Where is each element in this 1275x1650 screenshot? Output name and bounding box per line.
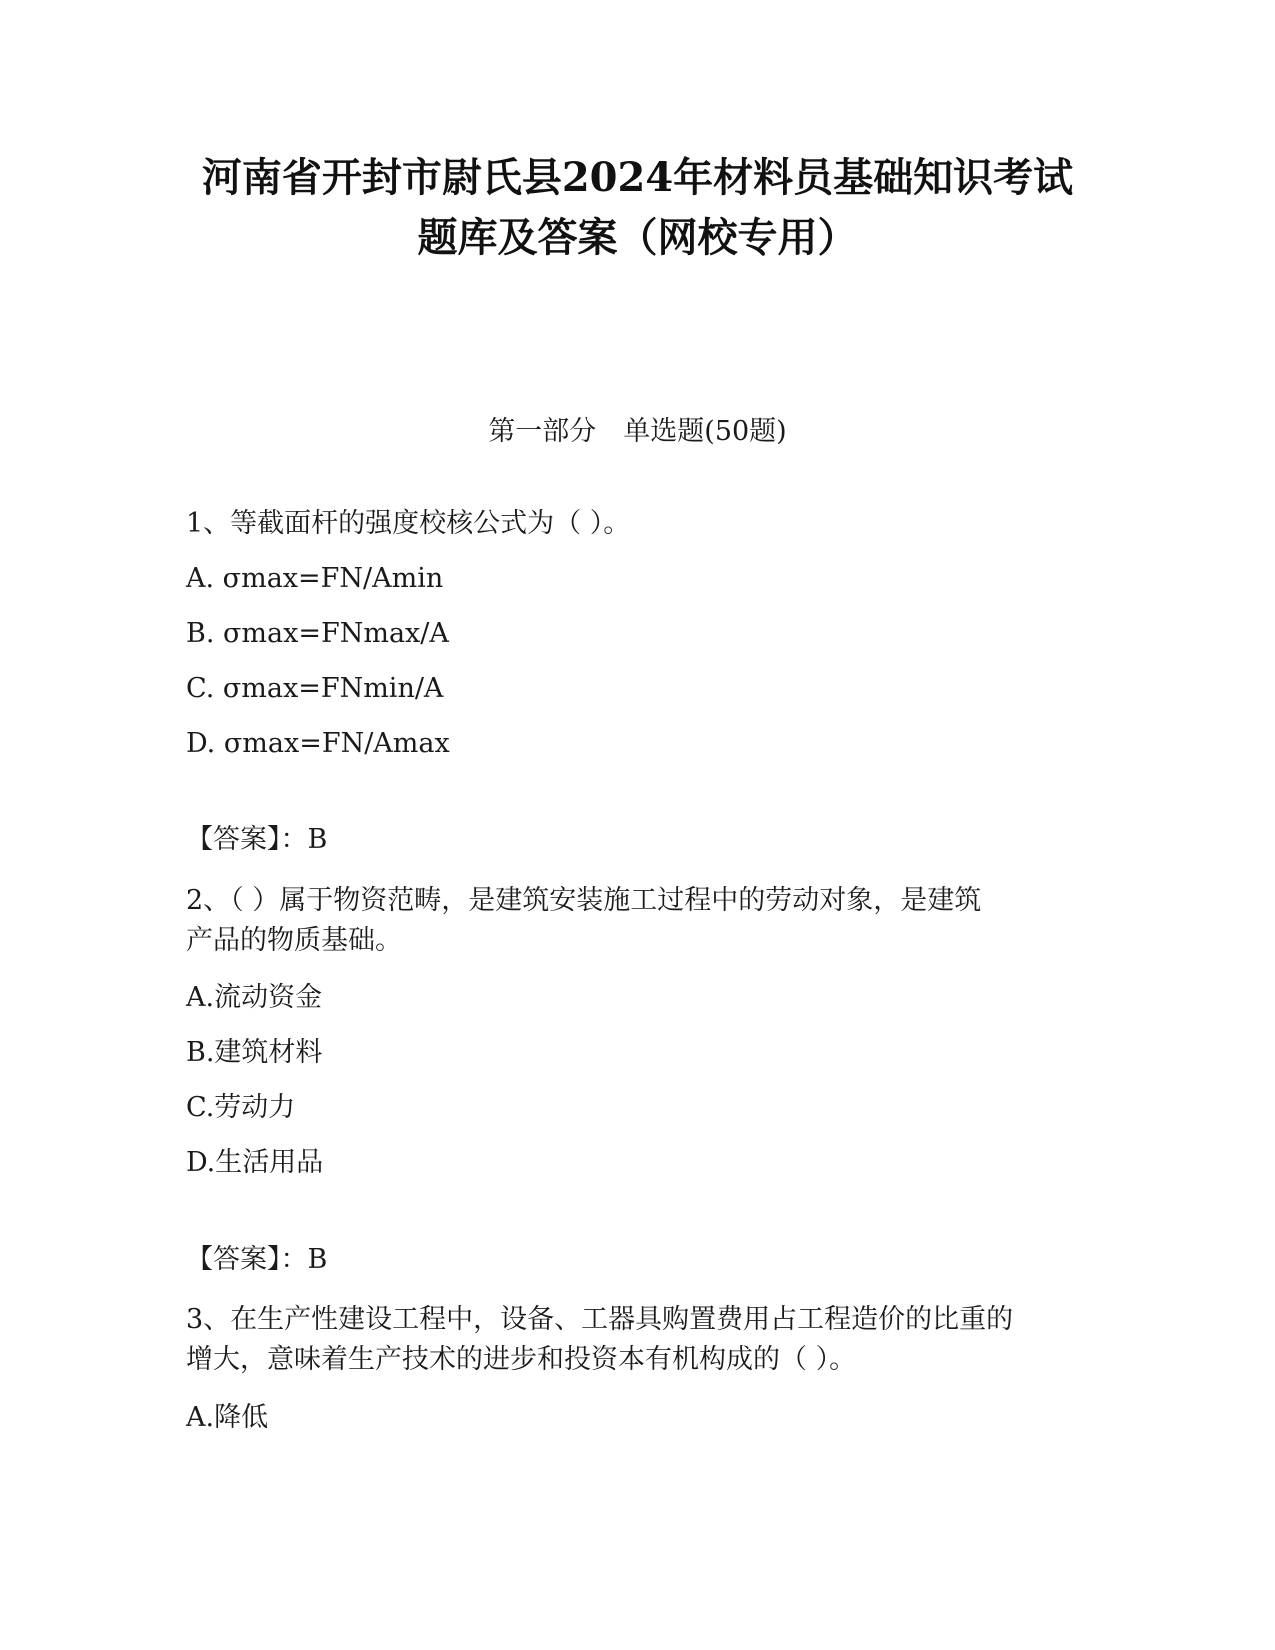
question-1-answer: 【答案】：B — [186, 824, 328, 855]
question-2-option-b: B.建筑材料 — [186, 1037, 323, 1068]
question-1-option-c: C. σmax=FNmin/A — [186, 673, 444, 704]
question-2-stem-line-2: 产品的物质基础。 — [186, 925, 402, 956]
question-2-answer: 【答案】：B — [186, 1244, 328, 1275]
question-3-stem-line-1: 3、在生产性建设工程中，设备、工器具购置费用占工程造价的比重的 — [186, 1304, 1014, 1335]
question-1-option-b: B. σmax=FNmax/A — [186, 618, 449, 649]
question-2-option-d: D.生活用品 — [186, 1147, 324, 1178]
question-2-stem-line-1: 2、（ ）属于物资范畴，是建筑安装施工过程中的劳动对象，是建筑 — [186, 885, 982, 916]
section-heading: 第一部分 单选题(50题) — [488, 416, 787, 447]
question-1-stem: 1、等截面杆的强度校核公式为（ ）。 — [186, 508, 631, 539]
question-2-option-a: A.流动资金 — [186, 982, 323, 1013]
question-3-stem-line-2: 增大，意味着生产技术的进步和投资本有机构成的（ ）。 — [186, 1344, 857, 1375]
document-title-line-1: 河南省开封市尉氏县2024年材料员基础知识考试 — [201, 154, 1074, 201]
question-1-option-d: D. σmax=FN/Amax — [186, 728, 450, 759]
question-3-option-a: A.降低 — [186, 1402, 269, 1433]
question-2-option-c: C.劳动力 — [186, 1092, 296, 1123]
document-title-line-2: 题库及答案（网校专用） — [417, 214, 858, 261]
question-1-option-a: A. σmax=FN/Amin — [186, 563, 444, 594]
